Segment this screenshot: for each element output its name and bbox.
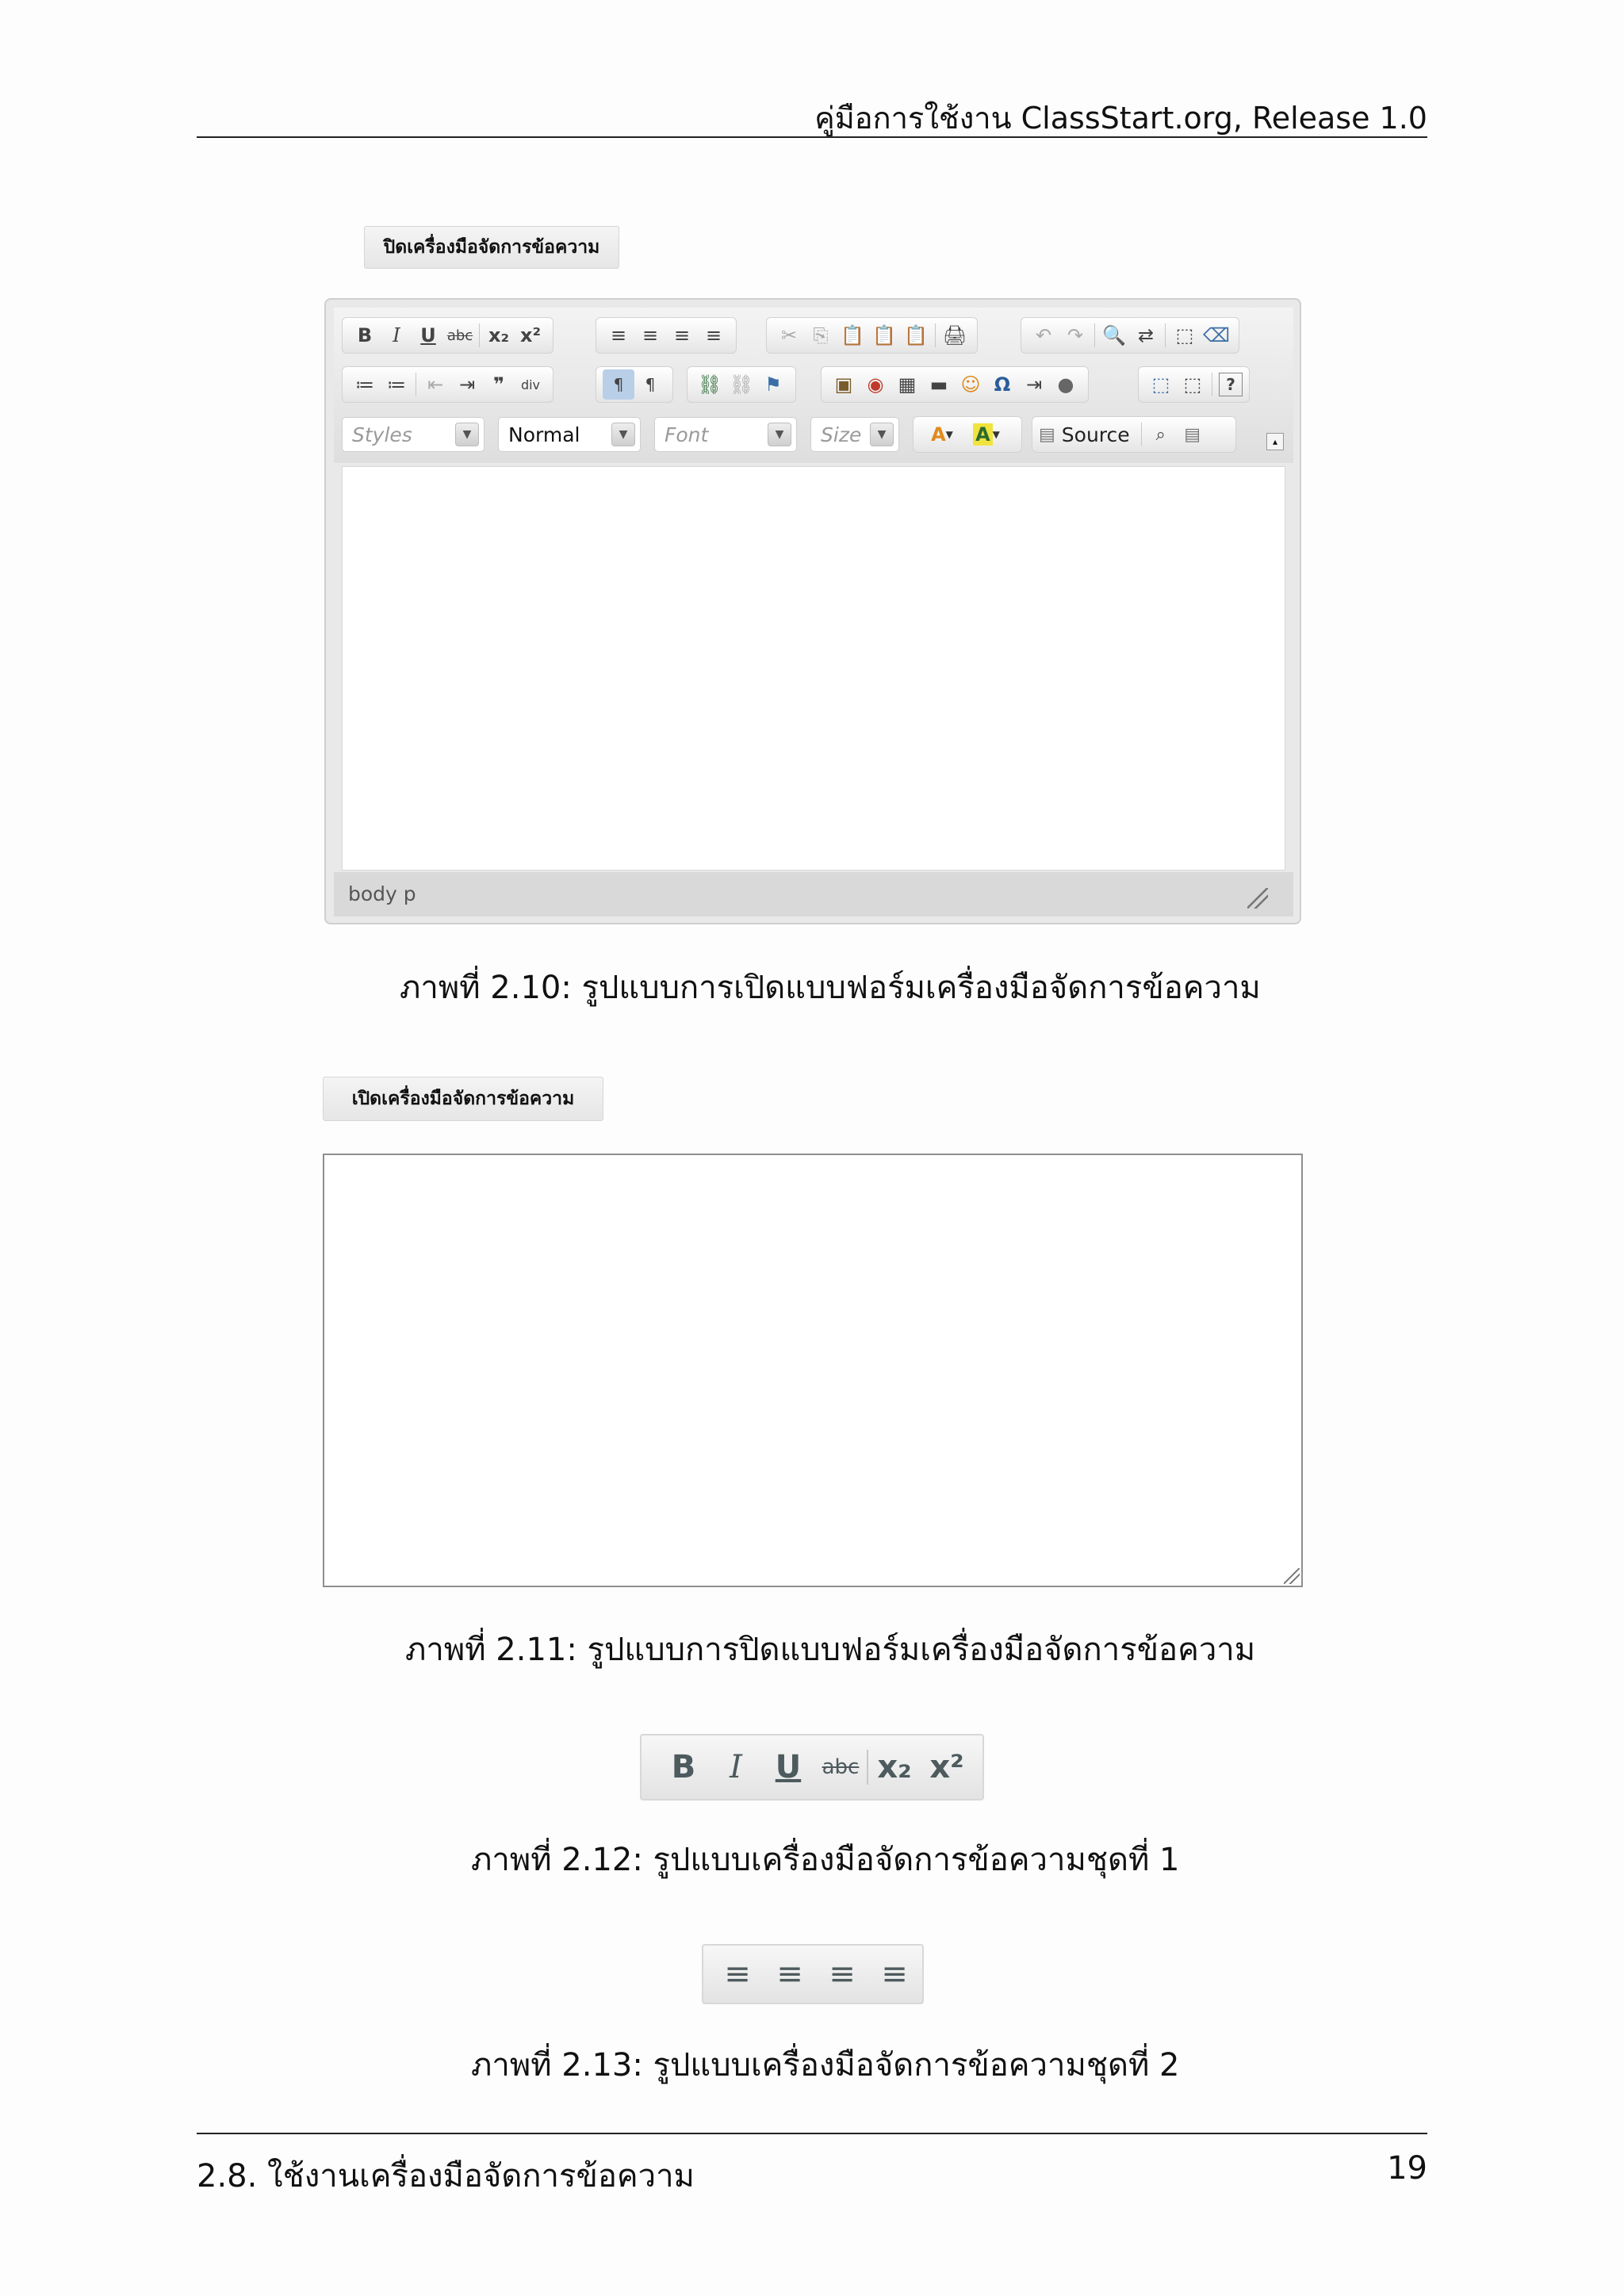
find-icon[interactable]: 🔍 bbox=[1102, 324, 1126, 346]
strikethrough-button[interactable]: abc bbox=[822, 1755, 860, 1779]
rtl-direction-button[interactable]: ¶ bbox=[645, 375, 656, 394]
templates-icon[interactable]: ▤ bbox=[1184, 424, 1201, 445]
align-right-icon[interactable]: ≡ bbox=[829, 1956, 856, 1992]
iframe-icon[interactable]: ● bbox=[1057, 373, 1074, 396]
figure-caption: ภาพที่ 2.12: รูปแบบเครื่องมือจัดการข้อความชุดที่ 1 bbox=[471, 1842, 1180, 1878]
align-left-icon[interactable]: ≡ bbox=[610, 324, 627, 346]
align-left-icon[interactable]: ≡ bbox=[724, 1956, 751, 1992]
document-group bbox=[1032, 416, 1236, 453]
figure-caption: ภาพที่ 2.13: รูปแบบเครื่องมือจัดการข้อความชุดที่ 2 bbox=[471, 2047, 1180, 2084]
footer-rule bbox=[197, 2133, 1427, 2134]
plain-textarea[interactable] bbox=[323, 1154, 1303, 1587]
bold-button[interactable]: B bbox=[671, 1749, 696, 1785]
alignment-toolbar bbox=[702, 1944, 924, 2004]
undo-icon[interactable]: ↶ bbox=[1035, 324, 1052, 346]
subscript-button[interactable]: x₂ bbox=[877, 1749, 912, 1785]
horizontal-line-icon[interactable]: ▬ bbox=[929, 373, 948, 396]
tools-group bbox=[1138, 366, 1250, 403]
show-blocks-icon[interactable]: ⬚ bbox=[1183, 373, 1202, 396]
image-icon[interactable]: ▣ bbox=[834, 373, 853, 396]
insert-group bbox=[821, 366, 1089, 403]
italic-button[interactable]: I bbox=[393, 324, 400, 346]
header-rule bbox=[197, 136, 1427, 138]
background-color-button[interactable]: A ▼ bbox=[964, 419, 1009, 450]
chevron-down-icon: ▼ bbox=[455, 423, 479, 446]
table-icon[interactable]: ▦ bbox=[898, 373, 917, 396]
edit-group bbox=[1021, 317, 1239, 354]
link-group bbox=[687, 366, 796, 403]
align-center-icon[interactable]: ≡ bbox=[776, 1956, 803, 1992]
anchor-icon[interactable]: ⚑ bbox=[764, 373, 782, 396]
clipboard-group bbox=[766, 317, 978, 354]
flash-icon[interactable]: ◉ bbox=[867, 373, 884, 396]
outdent-icon[interactable]: ⇤ bbox=[427, 373, 444, 396]
replace-icon[interactable]: ⇄ bbox=[1137, 324, 1155, 346]
bulleted-list-icon[interactable]: ≔ bbox=[387, 373, 406, 396]
figure-caption: ภาพที่ 2.11: รูปแบบการปิดแบบฟอร์มเครื่องมือจัดการข้อความ bbox=[405, 1632, 1256, 1668]
size-dropdown[interactable]: Size ▼ bbox=[810, 417, 899, 452]
page-number: 19 bbox=[1387, 2150, 1427, 2187]
paste-word-icon[interactable]: 📋 bbox=[904, 324, 928, 346]
link-icon[interactable]: ⛓ bbox=[697, 373, 722, 396]
select-all-icon[interactable]: ⬚ bbox=[1175, 324, 1194, 346]
chevron-down-icon: ▼ bbox=[768, 423, 791, 446]
underline-button[interactable]: U bbox=[775, 1749, 802, 1785]
subscript-button[interactable]: x₂ bbox=[488, 324, 509, 346]
copy-icon[interactable]: ⎘ bbox=[813, 324, 829, 346]
basic-styles-group bbox=[342, 317, 553, 354]
ltr-direction-button[interactable]: ¶ bbox=[603, 369, 634, 400]
preview-icon[interactable]: ⌕ bbox=[1155, 424, 1166, 445]
indent-icon[interactable]: ⇥ bbox=[458, 373, 476, 396]
chevron-down-icon: ▼ bbox=[870, 423, 894, 446]
bold-button[interactable]: B bbox=[357, 324, 373, 346]
editor-status-bar bbox=[334, 872, 1293, 916]
blockquote-icon[interactable]: ❞ bbox=[492, 373, 505, 396]
styles-dropdown[interactable]: Styles ▼ bbox=[342, 417, 485, 452]
close-editor-toolbar-button[interactable]: ปิดเครื่องมือจัดการข้อความ bbox=[364, 226, 619, 269]
paste-text-icon[interactable]: 📋 bbox=[872, 324, 896, 346]
collapse-toolbar-icon[interactable]: ▴ bbox=[1266, 433, 1284, 450]
list-group bbox=[342, 366, 553, 403]
print-icon[interactable]: 🖨 bbox=[942, 324, 967, 346]
font-dropdown[interactable]: Font ▼ bbox=[654, 417, 797, 452]
open-editor-toolbar-button[interactable]: เปิดเครื่องมือจัดการข้อความ bbox=[323, 1077, 603, 1121]
editor-toolbar bbox=[334, 308, 1293, 463]
chevron-down-icon: ▼ bbox=[611, 423, 635, 446]
align-justify-icon[interactable]: ≡ bbox=[705, 324, 722, 346]
superscript-button[interactable]: x² bbox=[929, 1749, 964, 1785]
numbered-list-icon[interactable]: ≔ bbox=[355, 373, 374, 396]
smiley-icon[interactable]: ☺ bbox=[960, 373, 981, 396]
italic-button[interactable]: I bbox=[730, 1749, 742, 1785]
remove-format-icon[interactable]: ⌫ bbox=[1203, 324, 1230, 346]
cut-icon[interactable]: ✂ bbox=[780, 324, 798, 346]
footer-section-title: 2.8. ใช้งานเครื่องมือจัดการข้อความ bbox=[197, 2158, 695, 2195]
element-path[interactable]: body p bbox=[348, 882, 416, 905]
direction-group bbox=[596, 366, 673, 403]
basic-styles-toolbar bbox=[640, 1734, 984, 1800]
underline-button[interactable]: U bbox=[420, 324, 436, 346]
figure-caption: ภาพที่ 2.10: รูปแบบการเปิดแบบฟอร์มเครื่องมือจัดการข้อความ bbox=[400, 970, 1261, 1006]
source-button[interactable]: ▤ Source bbox=[1039, 423, 1130, 446]
help-icon[interactable]: ? bbox=[1219, 373, 1243, 396]
page-break-icon[interactable]: ⇥ bbox=[1025, 373, 1043, 396]
special-char-icon[interactable]: Ω bbox=[994, 373, 1011, 396]
text-color-button[interactable]: A ▼ bbox=[931, 423, 953, 446]
strikethrough-button[interactable]: abc bbox=[446, 327, 473, 344]
paste-icon[interactable]: 📋 bbox=[841, 324, 864, 346]
create-div-icon[interactable]: div bbox=[520, 377, 541, 392]
resize-handle-icon[interactable] bbox=[1284, 1568, 1300, 1584]
document-icon: ▤ bbox=[1039, 424, 1055, 445]
color-group bbox=[913, 416, 1022, 453]
superscript-button[interactable]: x² bbox=[520, 324, 541, 346]
format-dropdown[interactable]: Normal ▼ bbox=[498, 417, 641, 452]
align-center-icon[interactable]: ≡ bbox=[642, 324, 659, 346]
unlink-icon[interactable]: ⛓ bbox=[729, 373, 754, 396]
align-justify-icon[interactable]: ≡ bbox=[881, 1956, 908, 1992]
maximize-icon[interactable]: ⬚ bbox=[1151, 373, 1170, 396]
align-group bbox=[596, 317, 737, 354]
running-header: คู่มือการใช้งาน ClassStart.org, Release 1.0 bbox=[814, 101, 1427, 136]
redo-icon[interactable]: ↷ bbox=[1067, 324, 1084, 346]
align-right-icon[interactable]: ≡ bbox=[673, 324, 691, 346]
resize-handle-icon[interactable] bbox=[1247, 888, 1268, 909]
editor-content-area[interactable] bbox=[342, 466, 1285, 871]
